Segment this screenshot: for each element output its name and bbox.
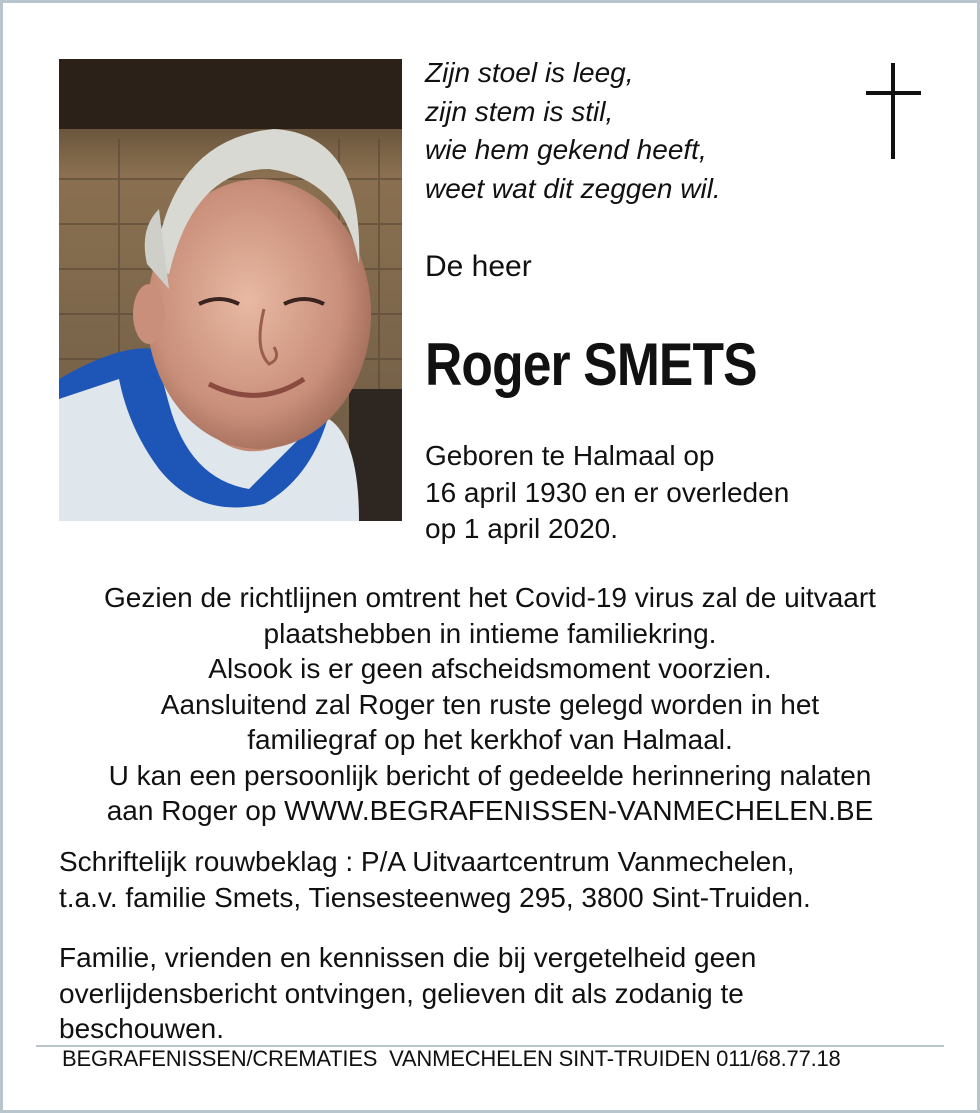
portrait-illustration [59,59,402,521]
notice-line: Aansluitend zal Roger ten ruste gelegd worden in het [160,688,820,720]
portrait-photo [59,59,402,521]
notice-line: Alsook is er geen afscheidsmoment voorzien. [208,653,772,684]
condolence-line: Schriftelijk rouwbeklag : P/A Uitvaartcentrum Vanmechelen, [59,846,795,877]
family-note [59,940,756,1047]
family-note-line: overlijdensbericht ontvingen, gelieven dit als zodanig te [59,977,744,1009]
condolence-line: t.a.v. familie Smets, Tiensesteenweg 295, 3800 Sint-Truiden. [59,881,811,913]
honorific: De heer [425,250,532,283]
notice-line: plaatshebben in intieme familiekring. [263,617,717,649]
notice-line: Gezien de richtlijnen omtrent het Covid-19 virus zal de uitvaart [104,582,876,613]
condolence-address [59,844,811,915]
family-note-line: Familie, vrienden en kennissen die bij vergetelheid geen [59,942,757,973]
latin-cross-icon [866,63,921,159]
dates-line: Geboren te Halmaal op [425,440,715,471]
notice-line: U kan een persoonlijk bericht of gedeelde herinnering nalaten [108,759,872,791]
notice-line-website: aan Roger op WWW.BEGRAFENISSEN-VANMECHELEN.BE [106,795,874,826]
funeral-notice [40,580,940,829]
dates-line: op 1 april 2020. [425,513,619,544]
deceased-name: Roger SMETS [425,331,757,398]
dates-line: 16 april 1930 en er overleden [425,476,790,508]
notice-line: familiegraf op het kerkhof van Halmaal. [247,724,733,755]
birth-death-dates [425,438,789,548]
memorial-poem [425,54,721,208]
poem-line: zijn stem is stil, [425,95,614,127]
poem-line: weet wat dit zeggen wil. [425,172,721,204]
poem-line: wie hem gekend heeft, [425,134,707,165]
family-note-line: beschouwen. [59,1013,225,1044]
funeral-home-footer: BEGRAFENISSEN/CREMATIES VANMECHELEN SINT-TRUIDEN 011/68.77.18 [62,1046,841,1071]
poem-line: Zijn stoel is leeg, [425,57,634,88]
